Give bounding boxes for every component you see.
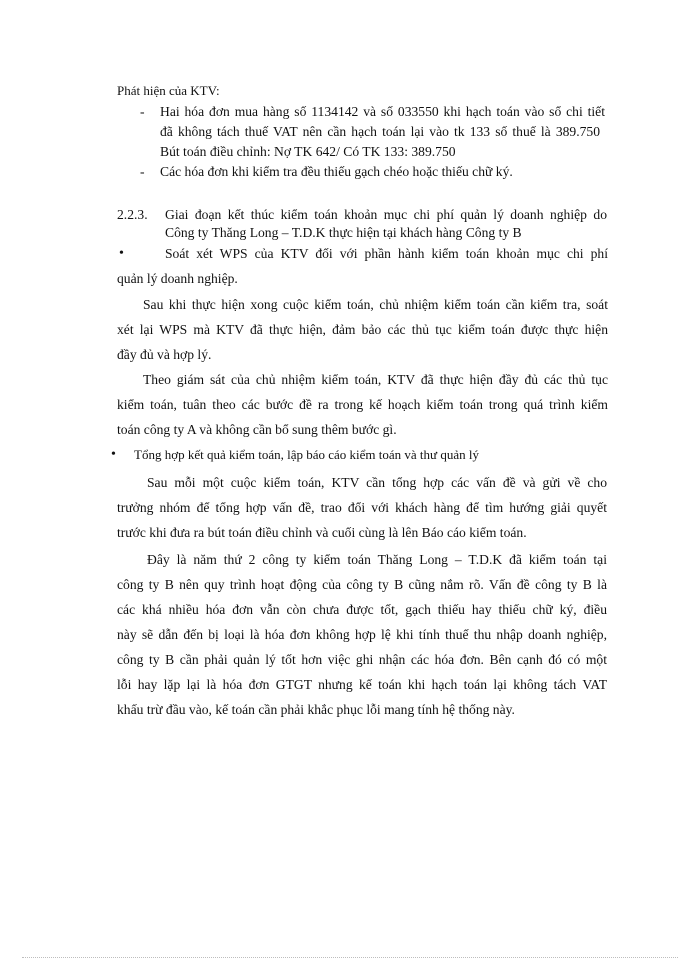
- para-3-line-3: trước khi đưa ra bút toán điều chỉnh và cuối cùng là lên Báo cáo kiểm toán.: [117, 525, 527, 540]
- para-2-line-2: kiểm toán, tuân theo các bước đề ra trong kế hoạch kiểm toán trong quá trình kiểm: [117, 397, 608, 412]
- finding-1-line-2: đã không tách thuế VAT nên cần hạch toán lại vào tk 133 số thuế là 389.750: [160, 124, 600, 139]
- finding-1-line-1: Hai hóa đơn mua hàng số 1134142 và số 033550 khi hạch toán vào sổ chi tiết: [160, 104, 605, 119]
- bullet-2: Tổng hợp kết quả kiểm toán, lập báo cáo kiểm toán và thư quản lý: [134, 447, 479, 462]
- para-2-line-3: toán công ty A và không cần bổ sung thêm bước gì.: [117, 422, 397, 437]
- finding-2: Các hóa đơn khi kiểm tra đều thiếu gạch chéo hoặc thiếu chữ ký.: [160, 164, 513, 179]
- para-4-line-4: này sẽ dẫn đến bị loại là hóa đơn không hợp lệ khi tính thuế thu nhập doanh nghiệp,: [117, 627, 607, 642]
- para-1-line-1: Sau khi thực hiện xong cuộc kiểm toán, chủ nhiệm kiểm toán cần kiểm tra, soát: [143, 297, 608, 312]
- page-bottom-divider: [22, 957, 678, 958]
- para-4-line-7: khấu trừ đầu vào, kế toán cần phải khắc phục lỗi mang tính hệ thống này.: [117, 702, 515, 717]
- para-4-line-3: các khá nhiều hóa đơn vẫn còn chưa được tốt, gạch thiếu hay thiếu chữ ký, điều: [117, 602, 607, 617]
- para-3-line-1: Sau mỗi một cuộc kiểm toán, KTV cần tổng hợp các vấn đề và gửi về cho: [147, 475, 607, 490]
- section-number: 2.2.3.: [117, 207, 148, 222]
- para-2-line-1: Theo giám sát của chủ nhiệm kiểm toán, KTV đã thực hiện đầy đủ các thủ tục: [143, 372, 608, 387]
- para-1-line-2: xét lại WPS mà KTV đã thực hiện, đảm bảo các thủ tục kiểm toán được thực hiện: [117, 322, 608, 337]
- section-title-line-2: Công ty Thăng Long – T.D.K thực hiện tại khách hàng Công ty B: [165, 225, 522, 240]
- para-4-line-1: Đây là năm thứ 2 công ty kiểm toán Thăng Long – T.D.K đã kiểm toán tại: [147, 552, 607, 567]
- dash-marker: -: [140, 164, 145, 179]
- para-4-line-5: công ty B cần phải quản lý tốt hơn việc ghi nhận các hóa đơn. Bên cạnh đó có một: [117, 652, 607, 667]
- finding-1-line-3: Bút toán điều chỉnh: Nợ TK 642/ Có TK 133: 389.750: [160, 144, 456, 159]
- dash-marker: -: [140, 104, 145, 119]
- findings-title: Phát hiện của KTV:: [117, 83, 220, 98]
- bullet-marker: •: [119, 246, 124, 261]
- para-4-line-6: lỗi hay lặp lại là hóa đơn GTGT nhưng kế toán khi hạch toán lại không tách VAT: [117, 677, 607, 692]
- para-1-line-3: đầy đủ và hợp lý.: [117, 347, 212, 362]
- bullet-1-line-2: quản lý doanh nghiệp.: [117, 271, 238, 286]
- bullet-marker: •: [111, 447, 116, 462]
- bullet-1-line-1: Soát xét WPS của KTV đối với phần hành kiểm toán khoản mục chi phí: [165, 246, 608, 261]
- section-title-line-1: Giai đoạn kết thúc kiểm toán khoản mục chi phí quản lý doanh nghiệp do: [165, 207, 607, 222]
- para-4-line-2: công ty B nên quy trình hoạt động của công ty B cũng nắm rõ. Vấn đề công ty B là: [117, 577, 607, 592]
- para-3-line-2: trưởng nhóm để tổng hợp vấn đề, trao đổi với khách hàng để tìm hướng giải quyết: [117, 500, 607, 515]
